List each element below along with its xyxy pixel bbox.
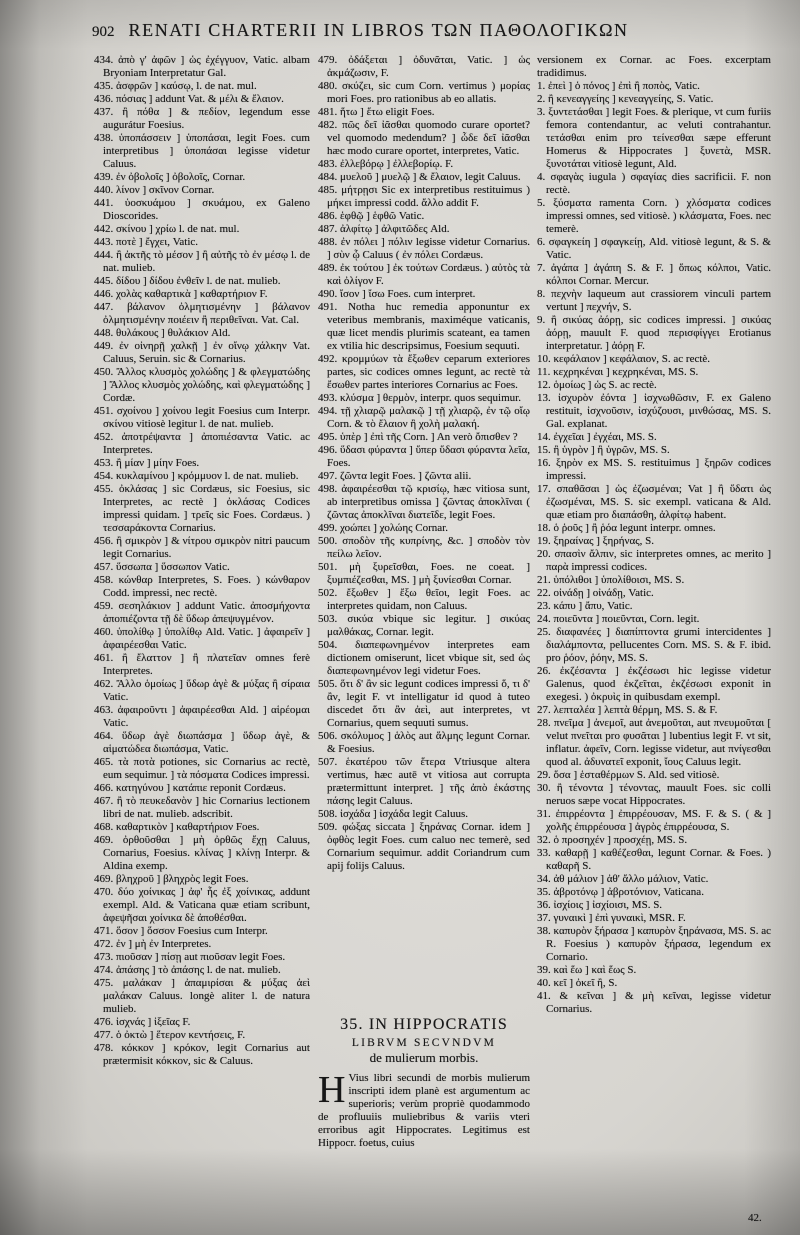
- annotation-entry: 481. ἥτω ] ἕτω eligit Foes.: [318, 106, 435, 118]
- annotation-entry: 471. ὅσον ] ὅσσον Foesius cum Interpr.: [94, 925, 268, 937]
- annotation-entry: 456. ἢ σμικρὸν ] & νίτρου σμικρὸν nitri paucum legit Cornarius.: [94, 535, 310, 560]
- annotation-entry: 31. ἐπιρρέοντα ] ἐπιρρέουσαν, MS. F. & S. ( & ] χολῆς ἐπιρρέουσα ] ἀγρὸς ἐπιρρέουσα, S.: [537, 808, 771, 833]
- middle-column: [318, 54, 530, 956]
- annotation-entry: 7. ἀγάπα ] ἀγάπη S. & F. ] ὅπως κόλποι, Vatic. κόλποι Cornar. Mercur.: [537, 262, 771, 287]
- annotation-entry: 29. ὅσα ] ἑσταθέρμων S. Ald. sed vitiosè.: [537, 769, 720, 781]
- annotation-entry: 470. δύο χοίνικας ] ἀφ' ἧς ἐξ χοίνικας, addunt exempl. Ald. & Vaticana quæ etiam scribunt, ἀφεψῆσαι χοίνικα δὲ ἀποθέσθαι.: [94, 886, 310, 924]
- annotation-entry: 507. ἑκατέρου τῶν ἕτερα Vtriusque altera vertimus, hæc autē vt vitiosa aut corrupta prætermittunt interpret. ] τῆς ἀπὸ ἑκάστης πάσης legit Caluus.: [318, 756, 530, 807]
- section-subtitle: LIBRVM SECVNDVM: [351, 1037, 497, 1049]
- annotation-entry: 34. ἀθ μάλιον ] ἀθ' ἄλλο μάλιον, Vatic.: [537, 873, 709, 885]
- running-title: RENATI CHARTERII IN LIBROS ΤΩΝ ΠΑΘΟΛΟΓΙΚΩΝ: [128, 20, 629, 40]
- annotation-entry: 440. λίνον ] σκῖνον Cornar.: [94, 184, 215, 196]
- annotation-entry: 448. θυλάκους ] θυλάκιον Ald.: [94, 327, 231, 339]
- annotation-entry: 23. κάπυ ] ἄπυ, Vatic.: [537, 600, 633, 612]
- annotation-entry: 479. ὀδάξεται ] ὀδυνᾶται, Vatic. ] ὡς ἀκμάζωσιν, F.: [318, 54, 530, 79]
- annotation-entry: 12. ὁμοίως ] ὡς S. ac rectè.: [537, 379, 657, 391]
- annotation-entry: 450. Ἄλλος κλυσμὸς χολώδης ] & φλεγματώδης ] Ἄλλος κλυσμὸς χολώδης, καὶ φλεγματώδης ] Cordæ.: [94, 366, 310, 404]
- annotation-entry: 485. μήτρῃσι Sic ex interpretibus restituimus ) μήκει impressi codd. ἄλλο addit F.: [318, 184, 530, 209]
- annotation-entry: 505. ὅτι δ' ἂν sic legunt codices impressi ὅ, τι δ' ἂν, legit F. vt intelligatur id quod à tuteo discedet ὅτι ἂν ἀεὶ, aut interpretes, vt Cornarius, quem sequuti sumus.: [318, 678, 530, 729]
- annotation-entry: 434. ἀπὸ γ' ἀφῶν ] ὡς ἐχέγγυον, Vatic. albam Bryoniam Interpretatur Gal.: [94, 54, 310, 79]
- annotation-entry: 506. σκόλυμος ] ἁλὸς aut ἅλμης legunt Cornar. & Foesius.: [318, 730, 530, 755]
- annotation-entry: 10. κεφάλαιον ] κεφάλαιον, S. ac rectè.: [537, 353, 711, 365]
- annotation-entry: 8. πεχνὴν laqueum aut crassiorem vinculi partem vertunt ] πεχνήν, S.: [537, 288, 771, 313]
- section-block: [318, 1016, 530, 1184]
- annotation-entry: 39. καὶ ἕω ] καὶ ἕως S.: [537, 964, 637, 976]
- left-column: [94, 54, 310, 1220]
- annotation-entry: 497. ζῶντα legit Foes. ] ζῶντα alii.: [318, 470, 472, 482]
- annotation-entry: 21. ὑπόλιθοι ] ὑπολίθοισι, MS. S.: [537, 574, 685, 586]
- right-column: [537, 54, 771, 1210]
- annotation-entry: 17. σπαθᾶσαι ] ὡς ἐζωσμέναι; Vat ] ἢ ὕδατι ὡς ἐζωσμέναι, MS. S. sic exempl. vaticana & Ald. quæ etiam pro διαπάσθη, ἀλφίτῳ habent.: [537, 483, 771, 521]
- annotation-entry: 493. κλύσμα ] θερμὸν, interpr. quos sequimur.: [318, 392, 521, 404]
- annotation-entry: 503. σικύα vbique sic legitur. ] σικύας μαλθάκας, Cornar. legit.: [318, 613, 530, 638]
- annotation-entry: 449. ἐν οἰνηρῇ χαλκῇ ] ἐν οἴνῳ χάλκην Vat. Caluus, Seruin. sic & Cornarius.: [94, 340, 310, 365]
- annotation-entry: 41. & κεῖναι ] & μὴ κεῖναι, legisse videtur Cornarius.: [537, 990, 771, 1015]
- annotation-entry: 465. τὰ ποτὰ potiones, sic Cornarius ac rectè, eum sequimur. ] τὰ πόσματα Codices impressi.: [94, 756, 310, 781]
- annotation-entry: 486. ἑφθῷ ] ἑφθῶ Vatic.: [318, 210, 425, 222]
- annotation-entry: 501. μὴ ξυρεῖσθαι, Foes. ne coeat. ] ξυμπιέζεσθαι, MS. ] μὴ ξυνίεσθαι Cornar.: [318, 561, 530, 586]
- section-heading: 35. IN HIPPOCRATIS: [340, 1016, 508, 1033]
- annotation-entry: 2. ἢ κενεαγγείης ] κενεαγγείης, S. Vatic.: [537, 93, 714, 105]
- annotation-entry: 36. ἰσχίοις ] ἰσχίοισι, MS. S.: [537, 899, 663, 911]
- annotation-entry: 13. ἰσχυρὸν ἐόντα ] ἰσχνωθῶσιν, F. ex Galeno restituit, ἰσχνοῦσιν, ἰσχύζουσι, μινθώσας, MS. S. Gal. explanat.: [537, 392, 771, 430]
- annotation-entry: 443. ποτὲ ] ἔγχει, Vatic.: [94, 236, 199, 248]
- annotation-entry: 502. ἔξωθεν ] ἔξω θεῖοι, legit Foes. ac interpretes quidam, non Caluus.: [318, 587, 530, 612]
- annotation-entry: 474. ἀπάσης ] τὸ ἀπάσης l. de nat. mulieb.: [94, 964, 281, 976]
- annotation-entry: 436. πόσιας ] addunt Vat. & μέλι & ἔλαιον.: [94, 93, 284, 105]
- annotation-entry: 14. ἐγχεῖαι ] ἐγχέαι, MS. S.: [537, 431, 657, 443]
- annotation-entry: 35. ἀβροτόνῳ ] ἀβροτόνιον, Vaticana.: [537, 886, 704, 898]
- annotation-entry: 40. κεῖ ] ὀκεῖ ἢ, S.: [537, 977, 618, 989]
- annotation-entry: 483. ἐλλεβόρῳ ] ἐλλεβορίῳ. F.: [318, 158, 454, 170]
- annotation-entry: 19. ξηραίνας ] ξηρήνας, S.: [537, 535, 654, 547]
- annotation-entry: 472. ἐν ] μὴ ἐν Interpretes.: [94, 938, 212, 950]
- annotation-entry: 467. ἢ τὸ πευκεδανὸν ] hic Cornarius lectionem libri de nat. mulieb. adscribit.: [94, 795, 310, 820]
- annotation-entry: 16. ξηρὸν ex MS. S. restituimus ] ξηρῶν codices impressi.: [537, 457, 771, 482]
- annotation-entry: 463. ἀφαιροῦντι ] ἀφαιρέεσθαι Ald. ] αἱρέομαι Vatic.: [94, 704, 310, 729]
- annotation-entry: 498. ἀφαιρέεσθαι τῷ κρισίῳ, hæc vitiosa sunt, ab interpretibus omissa ] ζῶντας ἀποκλῖναι ( ζῶντας ἀποκλῖναι διατεῖδε, legit Foes.: [318, 483, 530, 521]
- annotation-entry: 18. ὁ ῥοῦς ] ἢ ῥόα legunt interpr. omnes.: [537, 522, 716, 534]
- annotation-entry: 28. πνεῖμα ] ἀνεμοῖ, aut ἀνεμοῦται, aut πνευμοῦται [ velut πνεῖται pro φυσᾶται ] lubentius legit F. vt sit, inflatur. ἀφεῖν, Corn. legisse videtur, aut πνίγεσθαι quod al. ἀδυνατεῖ exponit, ἴους Caluus legit.: [537, 717, 771, 768]
- annotation-entry: 441. ὑοσκυάμου ] σκυάμου, ex Galeno Dioscorides.: [94, 197, 310, 222]
- page-number: 902: [92, 24, 115, 40]
- annotation-entry: 444. ἢ ἀκτῆς τὸ μέσον ] ἢ αὐτῆς τὸ ἐν μέσῳ l. de nat. mulieb.: [94, 249, 310, 274]
- annotation-entry: 464. ὕδωρ ἀγὲ διωπάσμα ] ὕδωρ ἀγὲ, & αἱματώδεα διωπάσμα, Vatic.: [94, 730, 310, 755]
- annotation-entry: 494. τῇ χλιαρῷ μαλακῷ ] τῇ χλιαρῷ, ἐν τῷ οἴῳ Corn. & τὸ ἔλαιον ἢ χολὴ μαλακή.: [318, 405, 530, 430]
- annotation-entry: 24. ποιεῦντα ] ποιεῦνται, Corn. legit.: [537, 613, 700, 625]
- annotation-entry: 27. λεπταλέα ] λεπτὰ θέρμη, MS. S. & F.: [537, 704, 718, 716]
- annotation-entry: 484. μυελοῦ ] μυελῷ ] & ἔλαιον, legit Caluus.: [318, 171, 521, 183]
- annotation-entry: 452. ἀποτρέψαντα ] ἀποπιέσαντα Vatic. ac Interpretes.: [94, 431, 310, 456]
- annotation-entry: 451. σχοίνου ] χοίνου legit Foesius cum Interpr. σκίνου vitiosè legitur l. de nat. mulieb.: [94, 405, 310, 430]
- annotation-entry: 454. κυκλαμίνου ] κρόμμυον l. de nat. mulieb.: [94, 470, 299, 482]
- annotation-entry: 473. πιοῦσαν ] πίσῃ aut πιοῦσαν legit Foes.: [94, 951, 286, 963]
- annotation-entry: 20. σπασὶν ἄλπιν, sic interpretes omnes, ac merito ] παρὰ impressi codices.: [537, 548, 771, 573]
- annotation-entry: 6. σφαγκείη ] σφαγκείῃ, Ald. vitiosè legunt, & S. & Vatic.: [537, 236, 771, 261]
- section-subtitle-2: de mulierum morbis.: [369, 1050, 479, 1065]
- annotation-entry: 15. ἢ ὑγρὸν ] ἢ ὑγρῶν, MS. S.: [537, 444, 670, 456]
- running-header: [92, 20, 774, 48]
- annotation-entry: 453. ἢ μίαν ] μίην Foes.: [94, 457, 200, 469]
- annotation-entry: 499. χοώπει ] χολώης Cornar.: [318, 522, 448, 534]
- annotation-entry: 457. ὕσσωπα ] ὕσσωπον Vatic.: [94, 561, 230, 573]
- annotation-entry: 460. ὑπολίθῳ ] ὑπολίθῳ Ald. Vatic. ] ἀφαιρεῖν ] ἀφαιρέεσθαι Vatic.: [94, 626, 310, 651]
- annotation-entry: 462. Ἄλλο ὁμοίως ] ὕδωρ ἀγὲ & μύξας ἢ σίραια Vatic.: [94, 678, 310, 703]
- annotation-entry: 3. ξυντετάσθαι ] legit Foes. & plerique, vt cum furiis femora contendantur, ac veluti contrahantur. τετάσθαι enim pro τείνεσθαι sæpe efferunt Homerus & Hippocrates ] ξυνετὰ, MSR. ξυνοτάται vitiosè legunt, Ald.: [537, 106, 771, 170]
- annotation-entry: 495. ὑπὲρ ] ἐπὶ τῆς Corn. ] An verò ὄπισθεν ?: [318, 431, 518, 443]
- annotation-entry: 489. ἐκ τούτου ] ἐκ τούτων Cordæus. ) αὐτὸς τὰ καὶ ὀλίγον F.: [318, 262, 530, 287]
- annotation-entry: 446. χολὰς καθαρτικὰ ] καθαρτήριον F.: [94, 288, 268, 300]
- annotation-entry: 458. κώνθαρ Interpretes, S. Foes. ) κώνθαρον Codd. impressi, nec rectè.: [94, 574, 310, 599]
- annotation-entry: 490. ἴσον ] ἴσω Foes. cum interpret.: [318, 288, 476, 300]
- annotation-entry: 469. βληχροῦ ] βληχρὸς legit Foes.: [94, 873, 249, 885]
- annotation-entry: 468. καθαρτικὸν ] καθαρτήριον Foes.: [94, 821, 260, 833]
- continued-text: versionem ex Cornar. ac Foes. excerptam tradidimus.: [537, 54, 771, 79]
- annotation-entry: 38. καπυρὸν ξήρασα ] καπυρὸν ξηράνασα, MS. S. ac R. Foesius ) καπυρὸν ξήρασα, legendum ex Cornario.: [537, 925, 771, 963]
- annotation-entry: 11. κεχρηκέναι ] κεχρηκέναι, MS. S.: [537, 366, 699, 378]
- annotation-entry: 488. ἐν πόλει ] πόλιν legisse videtur Cornarius. ] σὺν ᾧ Caluus ( ἐν πόλει Cordæus.: [318, 236, 530, 261]
- annotation-entry: 37. γυναικὶ ] ἐπὶ γυναικὶ, MSR. F.: [537, 912, 686, 924]
- right-entries: [537, 80, 771, 1016]
- annotation-entry: 22. οἰνάδῃ ] οἰνάδῃ, Vatic.: [537, 587, 654, 599]
- annotation-entry: 477. ὁ ὀκτὼ ] ἕτερον κεντήσεις, F.: [94, 1029, 246, 1041]
- intro-text: Vius libri secundi de morbis mulierum inscripti idem planè est argumentum ac superioris; verùm propriè quodammodo de profluuiis muliebribus & variis vteri erroribus agit Hippocrates. Legitimus est Hippocr. foetus, cuius: [318, 1072, 530, 1149]
- annotation-entry: 5. ξύσματα ramenta Corn. ) χλόσματα codices impressi omnes, sed vitiosè. ) κλάσματα, Foes. nec temerè.: [537, 197, 771, 235]
- annotation-entry: 487. ἀλφίτῳ ] ἀλφιτῶδες Ald.: [318, 223, 450, 235]
- annotation-entry: 32. ὁ προσηχέν ] προσχέῃ, MS. S.: [537, 834, 688, 846]
- annotation-entry: 455. ὀκλάσας ] sic Cordæus, sic Foesius, sic Interpretes, ac rectè ] ὀκλάσας Codices impressi quidam. ] τρεῖς sic Foes. Cordæus. ) τεσσαράκοντα Cornarius.: [94, 483, 310, 534]
- annotation-entry: 4. σφαγὰς iugula ) σφαγίας dies sacrificii. F. non rectè.: [537, 171, 771, 196]
- annotation-entry: 504. διαπεφωνημένον interpretes eam dictionem omiserunt, licet vbique sit, sed ὡς διαπεφωνημένον legi videtur Foes.: [318, 639, 530, 677]
- annotation-entry: 438. ὑποπάσσειν ] ὑποπάσαι, legit Foes. cum interpretibus ] ὑποπάσαι legisse videtur Caluus.: [94, 132, 310, 170]
- annotation-entry: 437. ἢ πόθα ] & πεδίον, legendum esse augurátur Foesius.: [94, 106, 310, 131]
- annotation-entry: 33. καθαρῇ ] καθέζεσθαι, legunt Cornar. & Foes. ) καθαρῆ S.: [537, 847, 771, 872]
- annotation-entry: 447. βάλανον ὀλμητισμένην ] βάλανον ὀλμητισμένην ποιέειν ἢ περιθεῖναι. Vat. Cal.: [94, 301, 310, 326]
- annotation-entry: 435. ἀσφρῶν ] καύσῳ, l. de nat. mul.: [94, 80, 257, 92]
- annotation-entry: 482. πῶς δεῖ ἰᾶσθαι quomodo curare oportet? vel quomodo medendum? ] ὧδε δεῖ ἰᾶσθαι hæc modo curare oportet, interpretes, Vatic.: [318, 119, 530, 157]
- annotation-entry: 491. Notha huc remedia apponuntur ex veteribus membranis, maximéque vaticanis, quæ licet mendis plurimis scateant, ea tamen ex vtilia hic descripsimus, Foesium sequuti.: [318, 301, 530, 352]
- annotation-entry: 466. κατηγύνου ] κατάπιε reponit Cordæus.: [94, 782, 286, 794]
- annotation-entry: 26. ἐκζέσαντα ] ἐκζέσωσι hic legisse videtur Galenus, quod ἐκζεῖται, ἐκζέσωσι exponit in exegesi. ) ὀκρυὶς in quibusdam exempl.: [537, 665, 771, 703]
- annotation-entry: 475. μαλάκαν ] ἀπαμιρίσαι & μύξας ἀεὶ μαλάκαν Caluus. longè aliter l. de natura mulieb.: [94, 977, 310, 1015]
- annotation-entry: 30. ἢ τένοντα ] τένοντας, mauult Foes. sic colli neruos sæpe vocat Hippocrates.: [537, 782, 771, 807]
- annotation-entry: 476. ἰσχνάς ] ἰξεῖας F.: [94, 1016, 191, 1028]
- annotation-entry: 492. κρομμύων τὰ ἔξωθεν ceparum exteriores partes, sic codices omnes legunt, ac rectè τὰ ἔσωθεν partes interiores Cornarius ac Foes.: [318, 353, 530, 391]
- drop-cap: H: [318, 1072, 346, 1111]
- annotation-entry: 445. δίδου ] δίδου ἐνθεῖν l. de nat. mulieb.: [94, 275, 281, 287]
- annotation-entry: 508. ἰσχάδα ] ἰσχάδα legit Caluus.: [318, 808, 468, 820]
- annotation-entry: 442. σκίνου ] χρίω l. de nat. mul.: [94, 223, 240, 235]
- annotation-entry: 1. ἐπεὶ ] ὁ πόνος ] ἐπὶ ἢ ποπὸς, Vatic.: [537, 80, 700, 92]
- annotation-entry: 509. φώξας siccata ] ξηράνας Cornar. idem ] ὀφθὸς legit Foes. cum caluo nec temerè, sed Cornarium sequimur. addit Coriandrum cum apij folijs Caluus.: [318, 821, 530, 872]
- annotation-entry: 439. ἐν ὀβολοῖς ] ὀβολοῖς, Cornar.: [94, 171, 246, 183]
- annotation-entry: 500. σποδὸν τῆς κυπρίνης, &c. ] σποδὸν τὸν πείλω λεῖον.: [318, 535, 530, 560]
- intro-paragraph: [318, 1072, 530, 1176]
- annotation-entry: 9. ἢ σικύας ἀόρῃ, sic codices impressi. ] σικύας ἀόρῃ, mauult F. quod περισφίγγει Erotianus interpretatur. ] ἀόρῃ F.: [537, 314, 771, 352]
- annotation-entry: 480. σκύζει, sic cum Corn. vertimus ) μορίας mori Foes. pro rationibus ab eo allatis.: [318, 80, 530, 105]
- catchword: 42.: [748, 1212, 762, 1224]
- annotation-entry: 459. σεσηλάκιον ] addunt Vatic. ἀποσμήχοντα ἀποπιέζοντα τῇ δὲ ὕδωρ ἀπεψυγμένον.: [94, 600, 310, 625]
- annotation-entry: 25. διαφανέες ] διαπίπτοντα grumi intercidentes ] διαλάμποντα, pellucentes Corn. MS. S. & F. ibid. pro ῥόον, ῥόην, MS. S.: [537, 626, 771, 664]
- annotation-entry: 478. κόκκον ] κρόκον, legit Cornarius aut prætermisit κόκκον, sic & Caluus.: [94, 1042, 310, 1067]
- annotation-entry: 469. ὀρθοῦσθαι ] μὴ ὀρθῶς ἔχῃ Caluus, Cornarius, Foesius. κλίνας ] κλίνῃ Interpr. & Aldina exemp.: [94, 834, 310, 872]
- annotation-entry: 496. ὕδασι φύραντα ] ὕπερ ὕδασι φύραντα λεῖα, Foes.: [318, 444, 530, 469]
- annotation-entry: 461. ἢ ἔλαττον ] ἢ πλατεῖαν omnes ferè Interpretes.: [94, 652, 310, 677]
